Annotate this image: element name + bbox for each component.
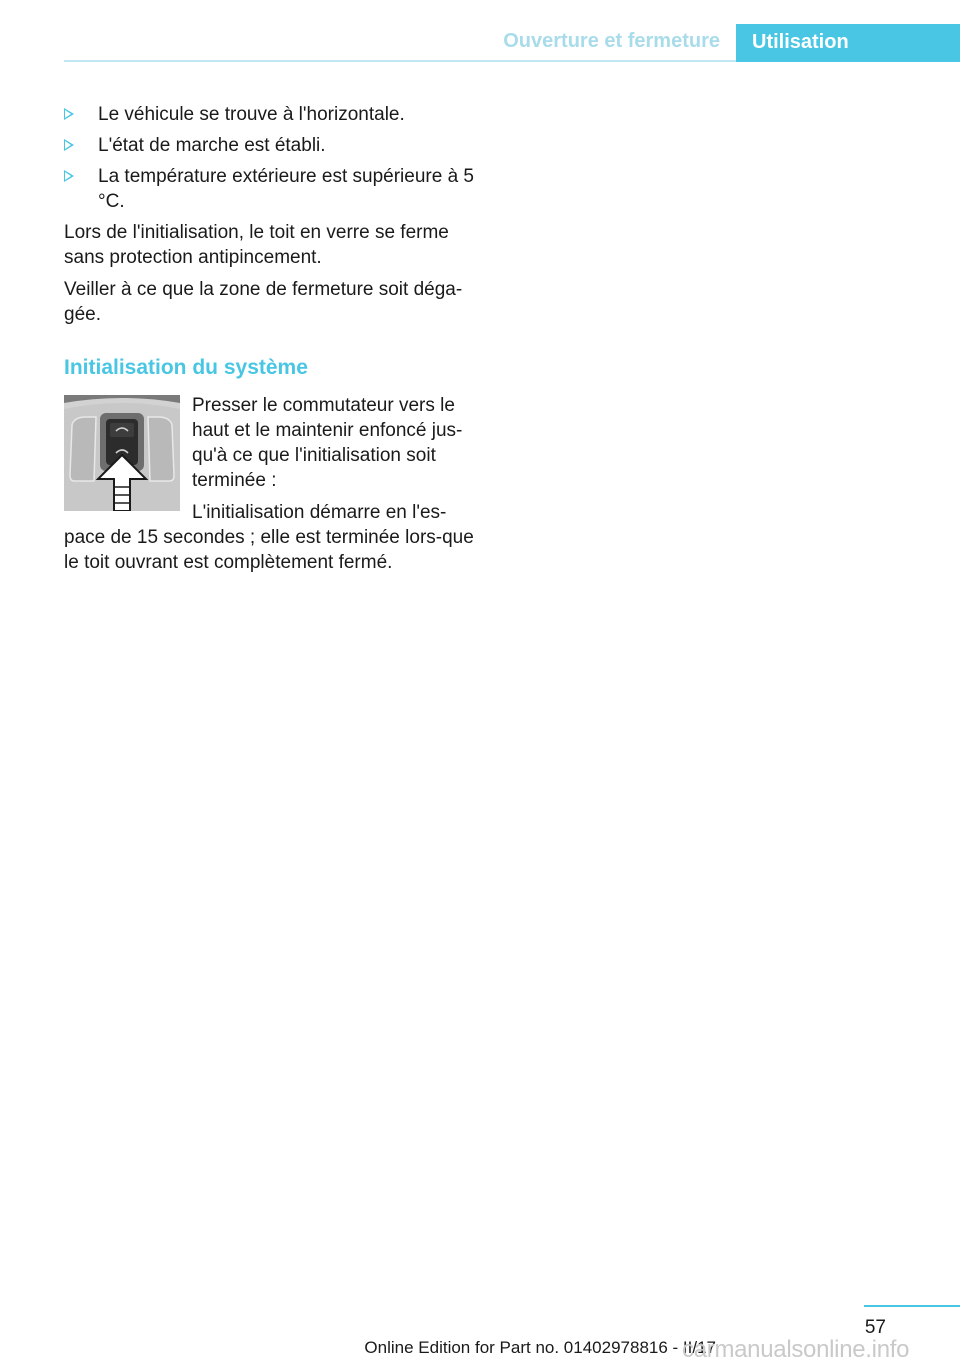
- list-item-text: La température extérieure est supérieure à 5 °C.: [98, 166, 474, 212]
- roof-switch-icon: [64, 395, 180, 511]
- list-item-text: L'état de marche est établi.: [98, 135, 326, 156]
- paragraph: Veiller à ce que la zone de fermeture soit déga-gée.: [64, 279, 463, 325]
- list-item-text: Le véhicule se trouve à l'horizontale.: [98, 104, 405, 125]
- note-text: L'initialisation démarre en l'es-pace de 15 secondes ; elle est terminée lors-que le toit ouvrant est complètement fermé.: [64, 502, 474, 573]
- list-item: [64, 164, 478, 214]
- header-chapter-tab: Utilisation: [736, 24, 960, 62]
- roof-switch-illustration: [64, 395, 180, 511]
- page-number: 57: [864, 1317, 886, 1338]
- instruction-text: Presser le commutateur vers le haut et le maintenir enfoncé jus-qu'à ce que l'initialisation soit terminée :: [192, 395, 463, 491]
- edition-note: Online Edition for Part no. 01402978816 - II/17: [364, 1338, 716, 1357]
- paragraph: Lors de l'initialisation, le toit en verre se ferme sans protection antipincement.: [64, 222, 449, 268]
- footer-rule: [864, 1305, 960, 1307]
- list-item: [64, 133, 478, 158]
- list-item: [64, 102, 478, 127]
- main-content: [64, 102, 478, 582]
- header-section-title: Ouverture et fermeture: [503, 30, 720, 52]
- section-title: Initialisation du système: [64, 356, 308, 379]
- bullet-arrow-icon: [64, 139, 74, 151]
- watermark: carmanualsonline.info: [682, 1336, 910, 1363]
- bullet-arrow-icon: [64, 170, 74, 182]
- bullet-arrow-icon: [64, 108, 74, 120]
